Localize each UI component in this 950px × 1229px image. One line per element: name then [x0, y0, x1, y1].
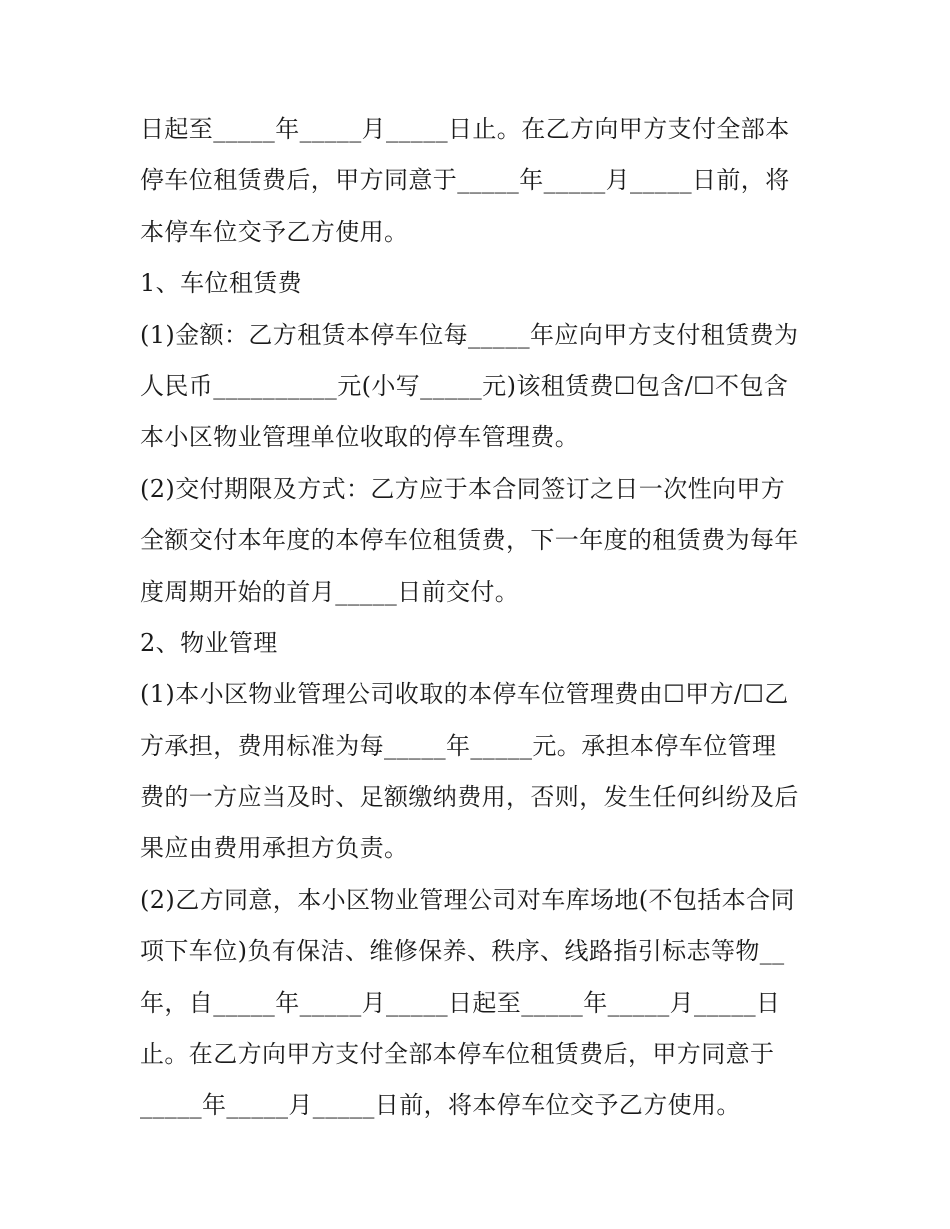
- text-line: 日起至_____年_____月_____日止。在乙方向甲方支付全部本: [140, 115, 790, 143]
- text-line: _____年_____月_____日前，将本停车位交予乙方使用。: [140, 1091, 741, 1120]
- text-line: 止。在乙方向甲方支付全部本停车位租赁费后，甲方同意于: [140, 1040, 775, 1069]
- text-line: 度周期开始的首月_____日前交付。: [140, 577, 520, 606]
- text-line: 全额交付本年度的本停车位租赁费，下一年度的租赁费为每年: [140, 526, 799, 555]
- text-line: (1)金额：乙方租赁本停车位每_____年应向甲方支付租赁费为: [140, 320, 799, 349]
- section-heading: 1、车位租赁费: [140, 269, 303, 298]
- text-line: 停车位租赁费后，甲方同意于_____年_____月_____日前，将: [140, 166, 790, 195]
- text-line: 年，自_____年_____月_____日起至_____年_____月_____日: [140, 988, 781, 1017]
- text-line: (2)乙方同意，本小区物业管理公司对车库场地(不包括本合同: [140, 885, 795, 914]
- text-line: (2)交付期限及方式：乙方应于本合同签订之日一次性向甲方: [140, 474, 786, 503]
- text-line: 费的一方应当及时、足额缴纳费用，否则，发生任何纠纷及后: [140, 783, 799, 812]
- text-line: 果应由费用承担方负责。: [140, 834, 409, 863]
- text-line: 本小区物业管理单位收取的停车管理费。: [140, 423, 580, 452]
- text-line: (1)本小区物业管理公司收取的本停车位管理费由☐甲方/☐乙: [140, 680, 789, 709]
- text-line: 项下车位)负有保洁、维修保养、秩序、线路指引标志等物__: [140, 937, 785, 966]
- document-body: [140, 104, 820, 1132]
- section-heading: 2、物业管理: [140, 628, 278, 657]
- text-line: 本停车位交予乙方使用。: [140, 217, 409, 246]
- text-line: 方承担，费用标准为每_____年_____元。承担本停车位管理: [140, 731, 777, 760]
- text-line: 人民币__________元(小写_____元)该租赁费☐包含/☐不包含: [140, 371, 789, 400]
